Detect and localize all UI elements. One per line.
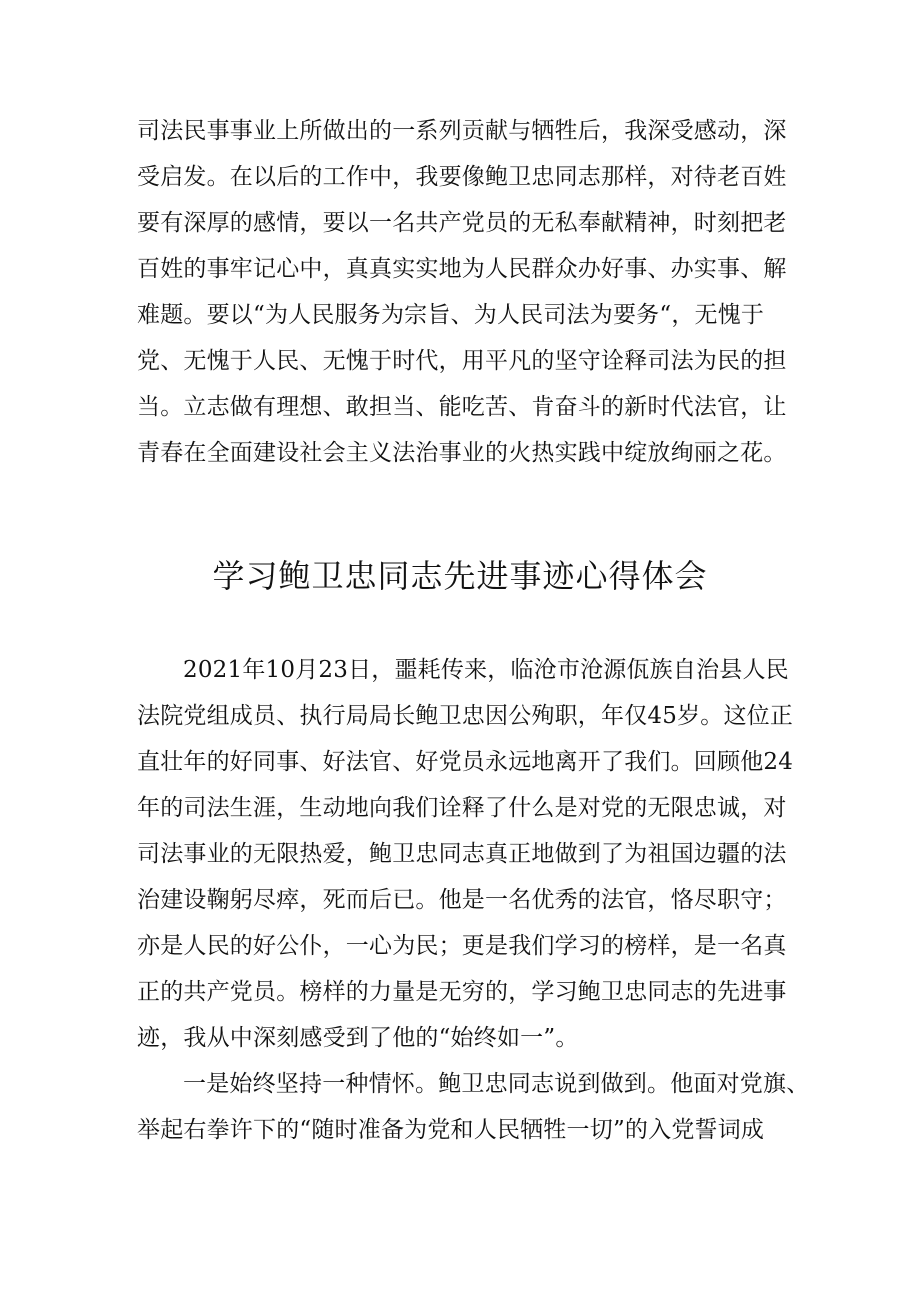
text-line: 当。立志做有理想、敢担当、能吃苦、肯奋斗的新时代法官，让 bbox=[137, 394, 787, 420]
text-line: 青春在全面建设社会主义法治事业的火热实践中绽放绚丽之花。 bbox=[137, 440, 787, 466]
text-line: 一是始终坚持一种情怀。鲍卫忠同志说到做到。他面对党旗、 bbox=[183, 1071, 810, 1097]
text-line: 举起右拳许下的“随时准备为党和人民牺牲一切”的入党誓词成 bbox=[137, 1117, 765, 1143]
text-line: 治建设鞠躬尽瘁，死而后已。他是一名优秀的法官，恪尽职守； bbox=[137, 887, 787, 913]
text-line: 难题。要以“为人民服务为宗旨、为人民司法为要务“，无愧于 bbox=[137, 302, 765, 328]
text-line: 司法民事事业上所做出的一系列贡献与牺牲后，我深受感动，深 bbox=[137, 118, 787, 144]
text-line: 党、无愧于人民、无愧于时代，用平凡的坚守诠释司法为民的担 bbox=[137, 348, 787, 374]
text-line: 亦是人民的好公仆，一心为民；更是我们学习的榜样，是一名真 bbox=[137, 933, 787, 959]
text-line: 2021年10月23日，噩耗传来，临沧市沧源佤族自治县人民 bbox=[183, 657, 789, 683]
text-line: 年的司法生涯，生动地向我们诠释了什么是对党的无限忠诚，对 bbox=[137, 795, 787, 821]
text-line: 法院党组成员、执行局局长鲍卫忠因公殉职，年仅45岁。这位正 bbox=[137, 703, 794, 729]
text-line: 司法事业的无限热爱，鲍卫忠同志真正地做到了为祖国边疆的法 bbox=[137, 841, 787, 867]
text-line: 正的共产党员。榜样的力量是无穷的，学习鲍卫忠同志的先进事 bbox=[137, 979, 787, 1005]
text-line: 百姓的事牢记心中，真真实实地为人民群众办好事、办实事、解 bbox=[137, 256, 787, 282]
text-line: 要有深厚的感情，要以一名共产党员的无私奉献精神，时刻把老 bbox=[137, 210, 787, 236]
text-line: 直壮年的好同事、好法官、好党员永远地离开了我们。回顾他24 bbox=[137, 749, 794, 775]
article-title: 学习鲍卫忠同志先进事迹心得体会 bbox=[212, 557, 708, 595]
text-line: 受启发。在以后的工作中，我要像鲍卫忠同志那样，对待老百姓 bbox=[137, 164, 787, 190]
text-line: 迹，我从中深刻感受到了他的“始终如一”。 bbox=[137, 1025, 579, 1051]
